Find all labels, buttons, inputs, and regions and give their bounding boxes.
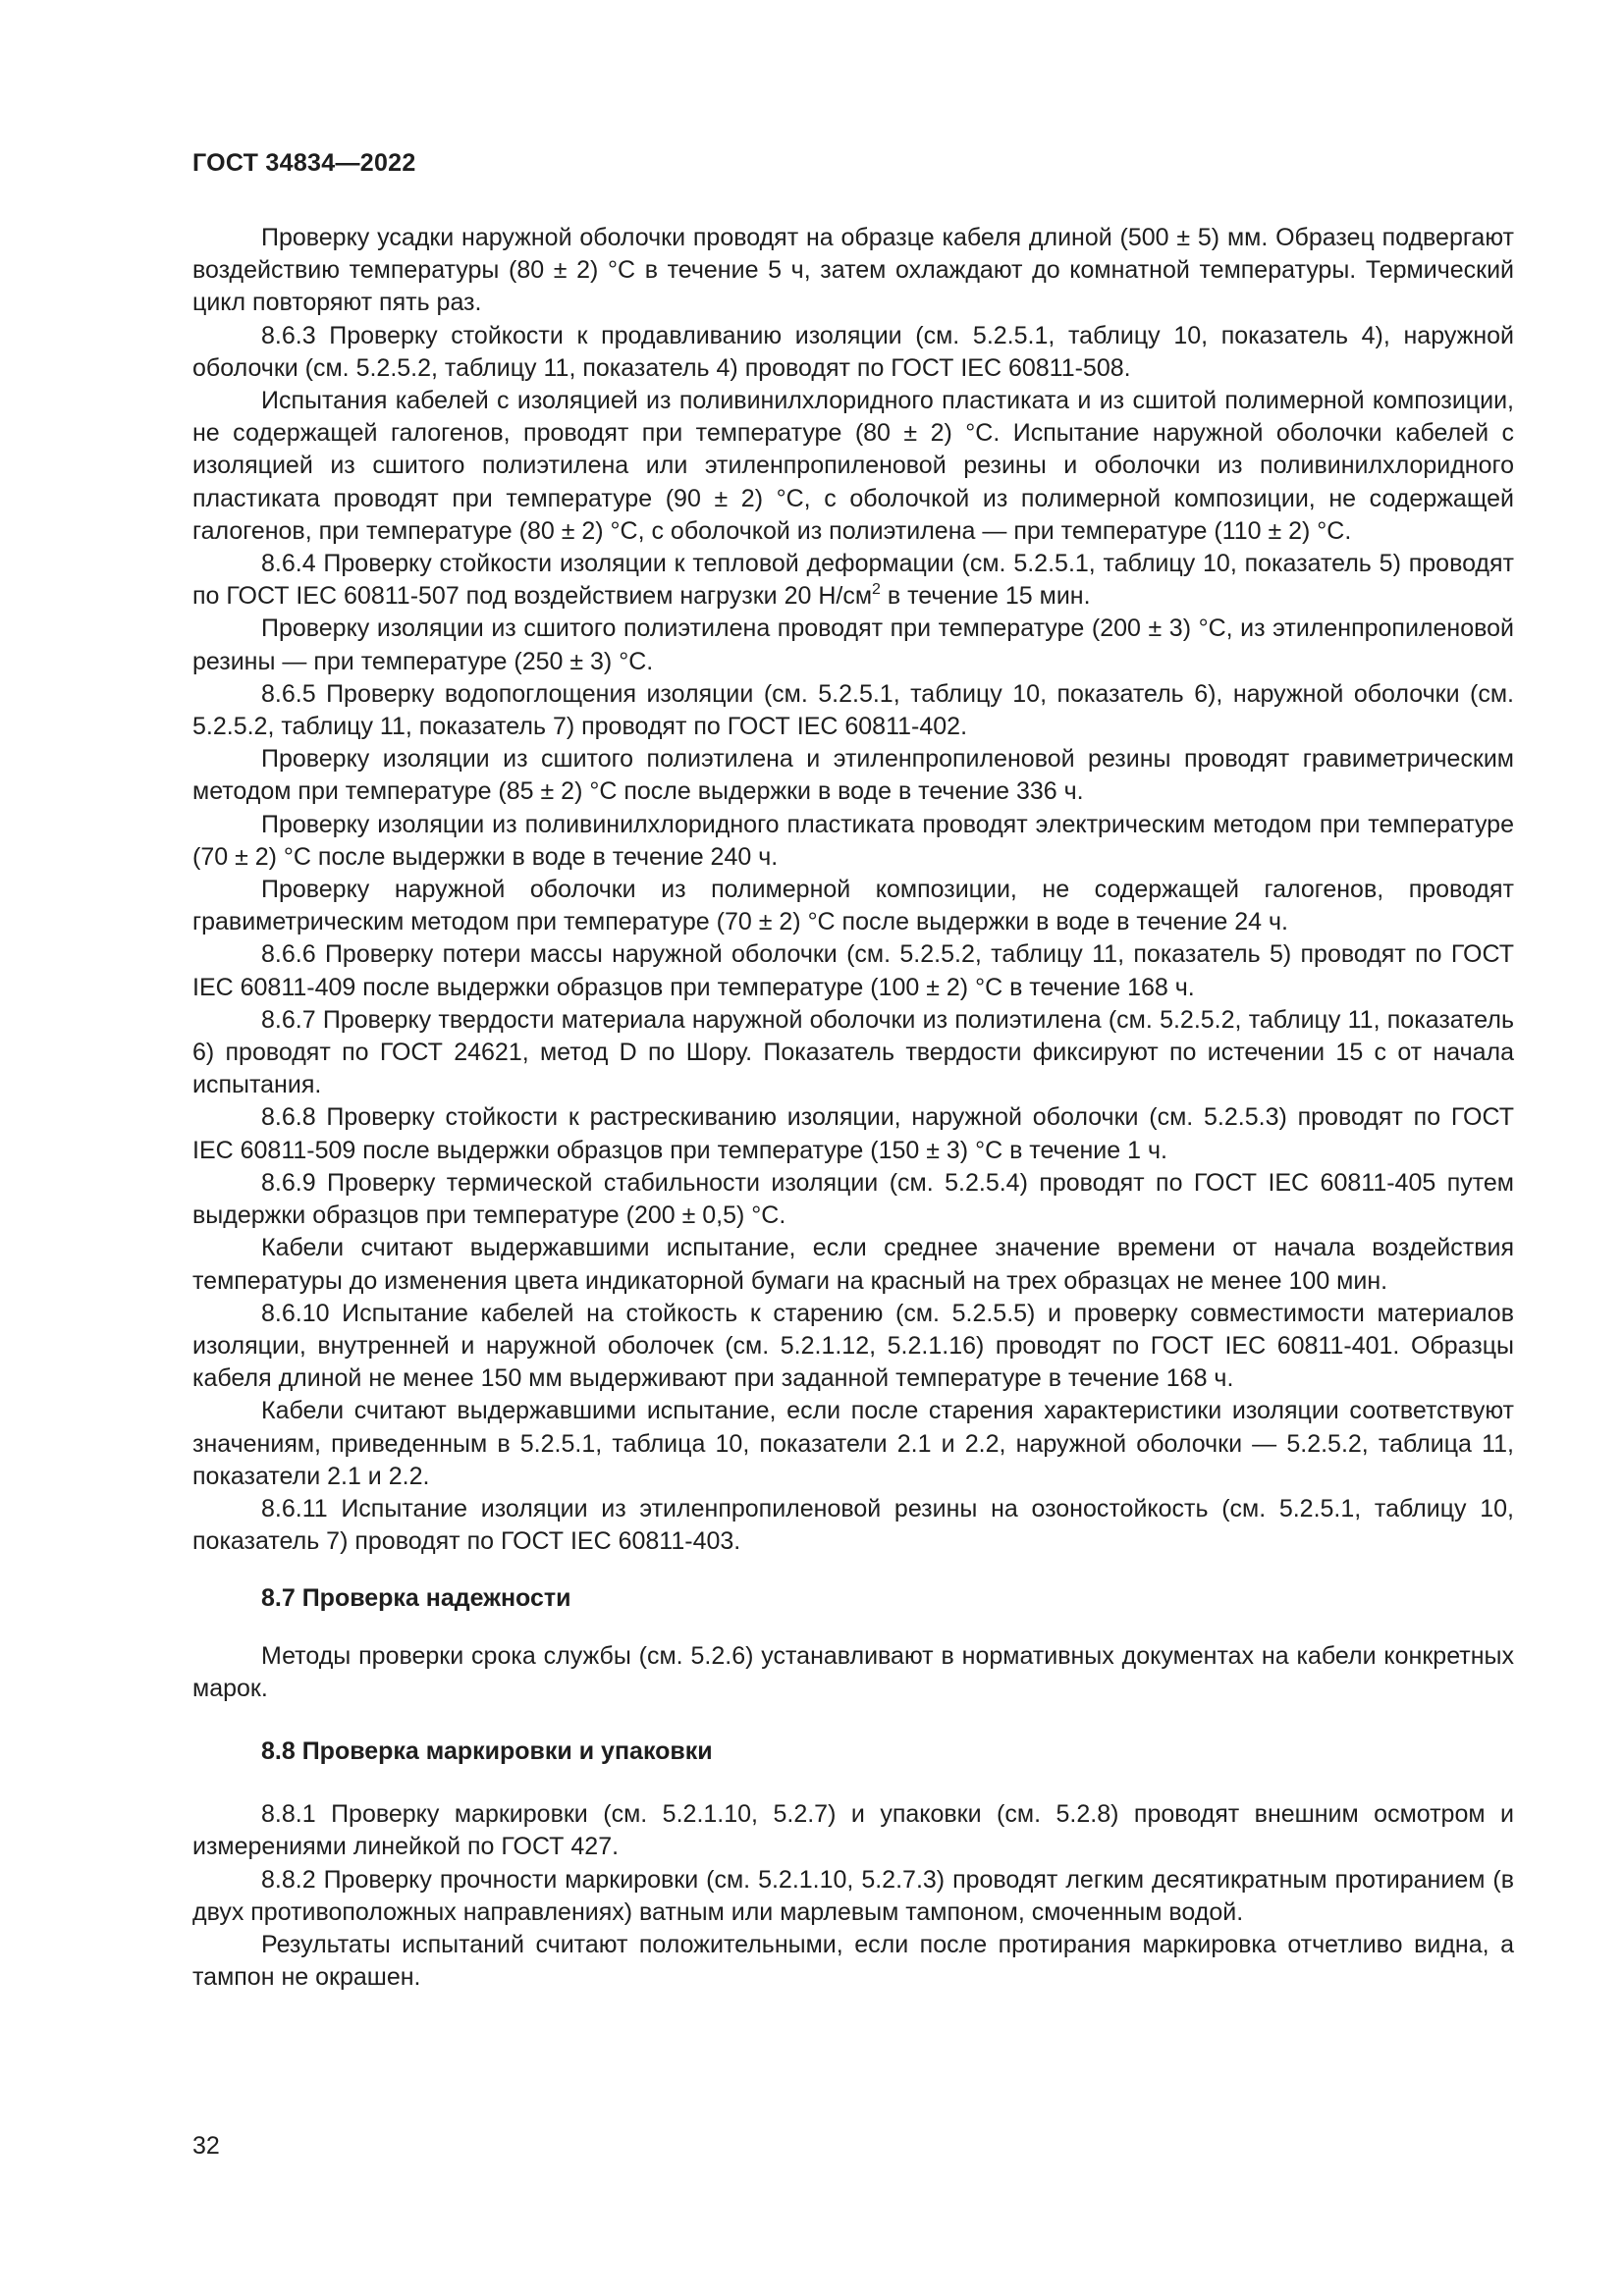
page-header: ГОСТ 34834—2022: [192, 149, 416, 177]
paragraph-gravimetric-sheath: Проверку наружной оболочки из полимерной композиции, не содержащей галогенов, проводят гравиметрическим методом при температуре (70 ± 2) °С после выдержки в воде в течение 24 ч.: [192, 876, 1514, 936]
paragraph-electric-method: Проверку изоляции из поливинилхлоридного пластиката проводят электрическим методом при температуре (70 ± 2) °С после выдержки в воде в течение 240 ч.: [192, 810, 1514, 871]
superscript-two: 2: [872, 581, 881, 599]
paragraph-8-6-3: 8.6.3 Проверку стойкости к продавливанию изоляции (см. 5.2.5.1, таблицу 10, показатель 4), наружной оболочки (см. 5.2.5.2, таблицу 11, показатель 4) проводят по ГОСТ IEC 60811-508.: [192, 321, 1514, 382]
section-heading-8-8: 8.8 Проверка маркировки и упаковки: [261, 1736, 713, 1765]
paragraph-8-8-2: 8.8.2 Проверку прочности маркировки (см. 5.2.1.10, 5.2.7.3) проводят легким десятикратным протиранием (в двух противоположных направлениях) ватным или марлевым тампоном, смоченным водой.: [192, 1865, 1514, 1926]
section-heading-8-7: 8.7 Проверка надежности: [261, 1584, 571, 1613]
paragraph-8-6-11: 8.6.11 Испытание изоляции из этиленпропиленовой резины на озоностойкость (см. 5.2.5.1, таблицу 10, показатель 7) проводят по ГОСТ IEC 60811-403.: [192, 1494, 1514, 1556]
paragraph-service-life: Методы проверки срока службы (см. 5.2.6) устанавливают в нормативных документах на кабели конкретных марок.: [192, 1641, 1514, 1702]
paragraph-thermal-stability-criteria: Кабели считают выдержавшими испытание, если среднее значение времени от начала воздействия температуры до изменения цвета индикаторной бумаги на красный на трех образцах не менее 100 мин.: [192, 1234, 1514, 1295]
document-body: [192, 222, 1514, 1994]
page-number: 32: [192, 2132, 220, 2160]
paragraph-8-6-6: 8.6.6 Проверку потери массы наружной оболочки (см. 5.2.5.2, таблицу 11, показатель 5) проводят по ГОСТ IEC 60811-409 после выдержки образцов при температуре (100 ± 2) °С в течение 168 ч.: [192, 940, 1514, 1001]
paragraph-aging-criteria: Кабели считают выдержавшими испытание, если после старения характеристики изоляции соответствуют значениям, приведенным в 5.2.5.1, таблица 10, показатели 2.1 и 2.2, наружной оболочки — 5.2.5.2, таблица 11, показатели 2.1 и 2.2.: [192, 1397, 1514, 1490]
paragraph-gravimetric-insulation: Проверку изоляции из сшитого полиэтилена и этиленпропиленовой резины проводят гравиметрическим методом при температуре (85 ± 2) °С после выдержки в воде в течение 336 ч.: [192, 745, 1514, 806]
paragraph-8-6-4-text: 8.6.4 Проверку стойкости изоляции к тепловой деформации (см. 5.2.5.1, таблицу 10, показатель 5) проводят по ГОСТ IEC 60811-507 под воздействием нагрузки 20 Н/см: [192, 550, 1514, 611]
paragraph-8-6-4: [192, 548, 1514, 613]
paragraph-8-6-9: 8.6.9 Проверку термической стабильности изоляции (см. 5.2.5.4) проводят по ГОСТ IEC 60811-405 путем выдержки образцов при температуре (200 ± 0,5) °С.: [192, 1168, 1514, 1230]
paragraph-extrusion-temps: Испытания кабелей с изоляцией из поливинилхлоридного пластиката и из сшитой полимерной композиции, не содержащей галогенов, проводят при температуре (80 ± 2) °С. Испытание наружной оболочки кабелей с изоляцией из сшитого полиэтилена или этиленпропиленовой резины и оболочки из поливинилхлоридного пластиката проводят при температуре (90 ± 2) °С, с оболочкой из полимерной композиции, не содержащей галогенов, при температуре (80 ± 2) °С, с оболочкой из полиэтилена — при температуре (110 ± 2) °С.: [192, 387, 1514, 545]
paragraph-8-6-10: 8.6.10 Испытание кабелей на стойкость к старению (см. 5.2.5.5) и проверку совместимости материалов изоляции, внутренней и наружной оболочек (см. 5.2.1.12, 5.2.1.16) проводят по ГОСТ IEC 60811-401. Образцы кабеля длиной не менее 150 мм выдерживают при заданной температуре в течение 168 ч.: [192, 1299, 1514, 1393]
paragraph-8-8-1: 8.8.1 Проверку маркировки (см. 5.2.1.10, 5.2.7) и упаковки (см. 5.2.8) проводят внешним осмотром и измерениями линейкой по ГОСТ 427.: [192, 1800, 1514, 1861]
paragraph-8-6-8: 8.6.8 Проверку стойкости к растрескиванию изоляции, наружной оболочки (см. 5.2.5.3) проводят по ГОСТ IEC 60811-509 после выдержки образцов при температуре (150 ± 3) °С в течение 1 ч.: [192, 1103, 1514, 1164]
paragraph-marking-result: Результаты испытаний считают положительными, если после протирания маркировка отчетливо видна, а тампон не окрашен.: [192, 1930, 1514, 1992]
paragraph-8-6-7: 8.6.7 Проверку твердости материала наружной оболочки из полиэтилена (см. 5.2.5.2, таблицу 11, показатель 6) проводят по ГОСТ 24621, метод D по Шору. Показатель твердости фиксируют по истечении 15 с от начала испытания.: [192, 1005, 1514, 1099]
paragraph-8-6-4-tail: в течение 15 мин.: [880, 582, 1091, 611]
paragraph-deformation-temps: Проверку изоляции из сшитого полиэтилена проводят при температуре (200 ± 3) °С, из этиленпропиленовой резины — при температуре (250 ± 3) °С.: [192, 614, 1514, 675]
paragraph-shrinkage-test: Проверку усадки наружной оболочки проводят на образце кабеля длиной (500 ± 5) мм. Образец подвергают воздействию температуры (80 ± 2) °С в течение 5 ч, затем охлаждают до комнатной температуры. Термический цикл повторяют пять раз.: [192, 224, 1514, 317]
paragraph-8-6-5: 8.6.5 Проверку водопоглощения изоляции (см. 5.2.5.1, таблицу 10, показатель 6), наружной оболочки (см. 5.2.5.2, таблицу 11, показатель 7) проводят по ГОСТ IEC 60811-402.: [192, 679, 1514, 741]
